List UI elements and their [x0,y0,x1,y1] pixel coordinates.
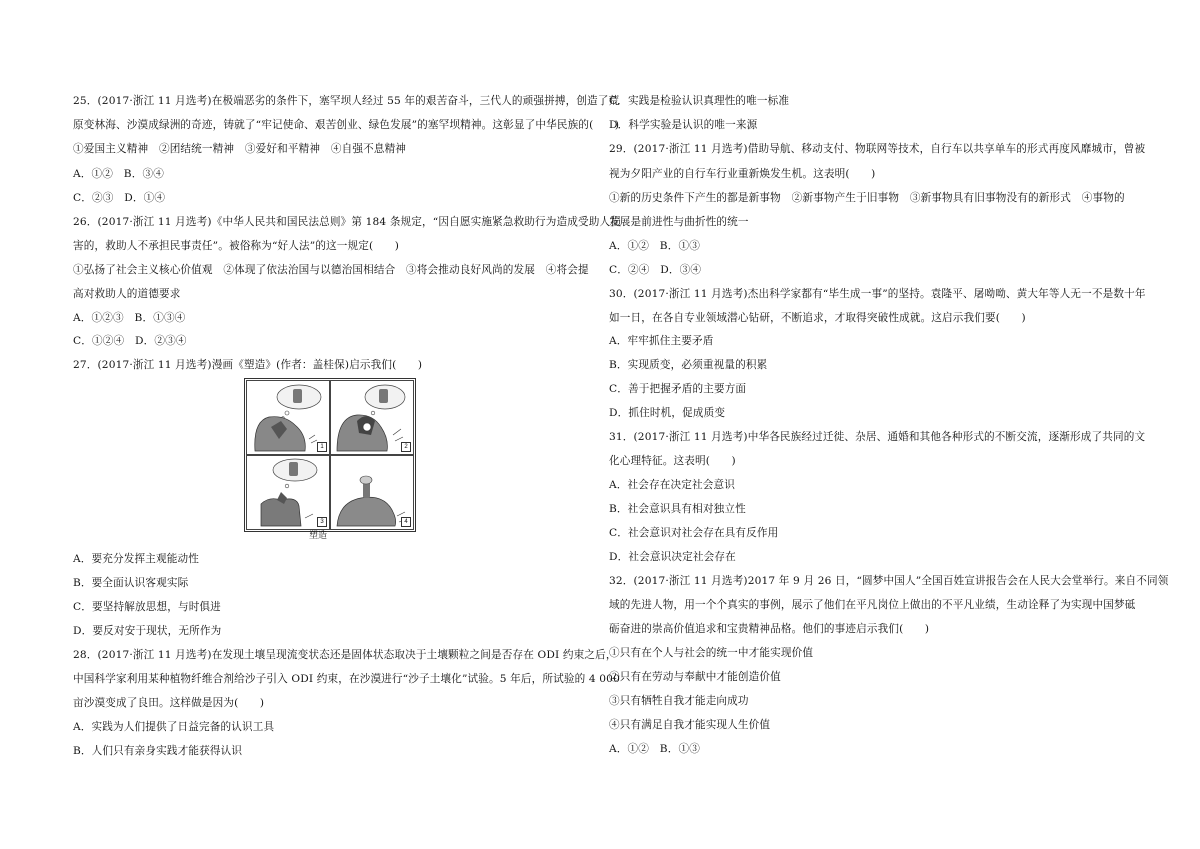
q26-line-2: 害的，救助人不承担民事责任”。被俗称为“好人法”的这一规定( ) [73,240,400,252]
q27-line-1: 27．(2017·浙江 11 月选考)漫画《塑造》(作者：盖桂保)启示我们( ) [73,359,423,371]
comic-panel-number: 3 [317,517,327,527]
q25-line-2: 原变林海、沙漠成绿洲的奇迹，铸就了“牢记使命、艰苦创业、绿色发展”的塞罕坝精神。这彰显了中华民族的( ) [73,119,620,131]
comic-panel-number: 1 [317,442,327,452]
q30-choice-a: A．牢牢抓住主要矛盾 [609,335,714,347]
comic-panel-2 [330,380,414,455]
q29-options-2: 发展是前进性与曲折性的统一 [609,216,749,228]
q32-line-2: 域的先进人物，用一个个真实的事例，展示了他们在平凡岗位上做出的不平凡业绩，生动诠释了为实现中国梦砥 [609,599,1136,611]
q30-choice-b: B．实现质变，必须重视量的积累 [609,359,768,371]
comic-panel-1 [246,380,330,455]
q29-choice-cd: C．②④ D．③④ [609,264,702,276]
q29-line-1: 29．(2017·浙江 11 月选考)借助导航、移动支付、物联网等技术，自行车以共享单车的形式再度风靡城市，曾被 [609,143,1146,155]
q31-line-1: 31．(2017·浙江 11 月选考)中华各民族经过迁徙、杂居、通婚和其他各种形式的不断交流，逐渐形成了共同的文 [609,431,1146,443]
q26-options-1: ①弘扬了社会主义核心价值观 ②体现了依法治国与以德治国相结合 ③将会推动良好风尚的发展 ④将会提 [73,264,589,276]
q32-option-3: ③只有牺牲自我才能走向成功 [609,695,749,707]
q27-choice-d: D．要反对安于现状，无所作为 [73,625,222,637]
q27-choice-a: A．要充分发挥主观能动性 [73,553,199,565]
q31-choice-a: A．社会存在决定社会意识 [609,479,735,491]
q26-choice-ab: A．①②③ B．①③④ [73,312,186,324]
q25-line-1: 25．(2017·浙江 11 月选考)在极端恶劣的条件下，塞罕坝人经过 55 年的艰苦奋斗，三代人的顽强拼搏，创造了荒 [73,95,620,107]
q31-line-2: 化心理特征。这表明( ) [609,455,736,467]
q28-line-3: 亩沙漠变成了良田。这样做是因为( ) [73,697,265,709]
q28-line-2: 中国科学家利用某种植物纤维合剂给沙子引入 ODI 约束，在沙漠进行“沙子土壤化”试验。5 年后，所试验的 4 000 [73,673,620,685]
q25-options: ①爱国主义精神 ②团结统一精神 ③爱好和平精神 ④自强不息精神 [73,143,407,155]
q28-choice-d: D．科学实验是认识的唯一来源 [609,119,758,131]
q28-line-1: 28．(2017·浙江 11 月选考)在发现土壤呈现流变状态还是固体状态取决于土壤颗粒之间是否存在 ODI 约束之后， [73,649,617,661]
q32-line-1: 32．(2017·浙江 11 月选考)2017 年 9 月 26 日，“圆梦中国人”全国百姓宣讲报告会在人民大会堂举行。来自不同领 [609,575,1169,587]
q26-choice-cd: C．①②④ D．②③④ [73,335,187,347]
q28-choice-c: C．实践是检验认识真理性的唯一标准 [609,95,790,107]
q31-choice-c: C．社会意识对社会存在具有反作用 [609,527,779,539]
comic-panel-4 [330,455,414,530]
comic-panel-number: 4 [401,517,411,527]
comic-caption: 塑造 [309,531,328,541]
q32-option-1: ①只有在个人与社会的统一中才能实现价值 [609,647,814,659]
q26-line-1: 26．(2017·浙江 11 月选考)《中华人民共和国民法总则》第 184 条规定，“因自愿实施紧急救助行为造成受助人损 [73,216,621,228]
comic-shaping-illustration [244,378,416,532]
q26-options-2: 高对救助人的道德要求 [73,288,181,300]
q27-choice-b: B．要全面认识客观实际 [73,577,189,589]
q29-line-2: 视为夕阳产业的自行车行业重新焕发生机。这表明( ) [609,168,876,180]
q30-line-2: 如一日，在各自专业领域潜心钻研，不断追求，才取得突破性成就。这启示我们要( ) [609,312,1026,324]
q32-line-3: 砺奋进的崇高价值追求和宝贵精神品格。他们的事迹启示我们( ) [609,623,930,635]
q27-choice-c: C．要坚持解放思想，与时俱进 [73,601,221,613]
q30-choice-d: D．抓住时机，促成质变 [609,407,726,419]
q29-options-1: ①新的历史条件下产生的都是新事物 ②新事物产生于旧事物 ③新事物具有旧事物没有的新形式 ④事物的 [609,192,1125,204]
comic-panel-number: 2 [401,442,411,452]
q30-line-1: 30．(2017·浙江 11 月选考)杰出科学家都有“毕生成一事”的坚持。袁隆平、屠呦呦、黄大年等人无一不是数十年 [609,288,1146,300]
q32-option-2: ②只有在劳动与奉献中才能创造价值 [609,671,781,683]
q32-choice-ab: A．①② B．①③ [609,743,700,755]
q32-option-4: ④只有满足自我才能实现人生价值 [609,719,771,731]
q28-choice-b: B．人们只有亲身实践才能获得认识 [73,745,243,757]
q25-choice-ab: A．①② B．③④ [73,168,164,180]
q28-choice-a: A．实践为人们提供了日益完备的认识工具 [73,721,275,733]
q31-choice-d: D．社会意识决定社会存在 [609,551,736,563]
q30-choice-c: C．善于把握矛盾的主要方面 [609,383,747,395]
q31-choice-b: B．社会意识具有相对独立性 [609,503,746,515]
q25-choice-cd: C．②③ D．①④ [73,192,166,204]
q29-choice-ab: A．①② B．①③ [609,240,700,252]
comic-panel-3 [246,455,330,530]
